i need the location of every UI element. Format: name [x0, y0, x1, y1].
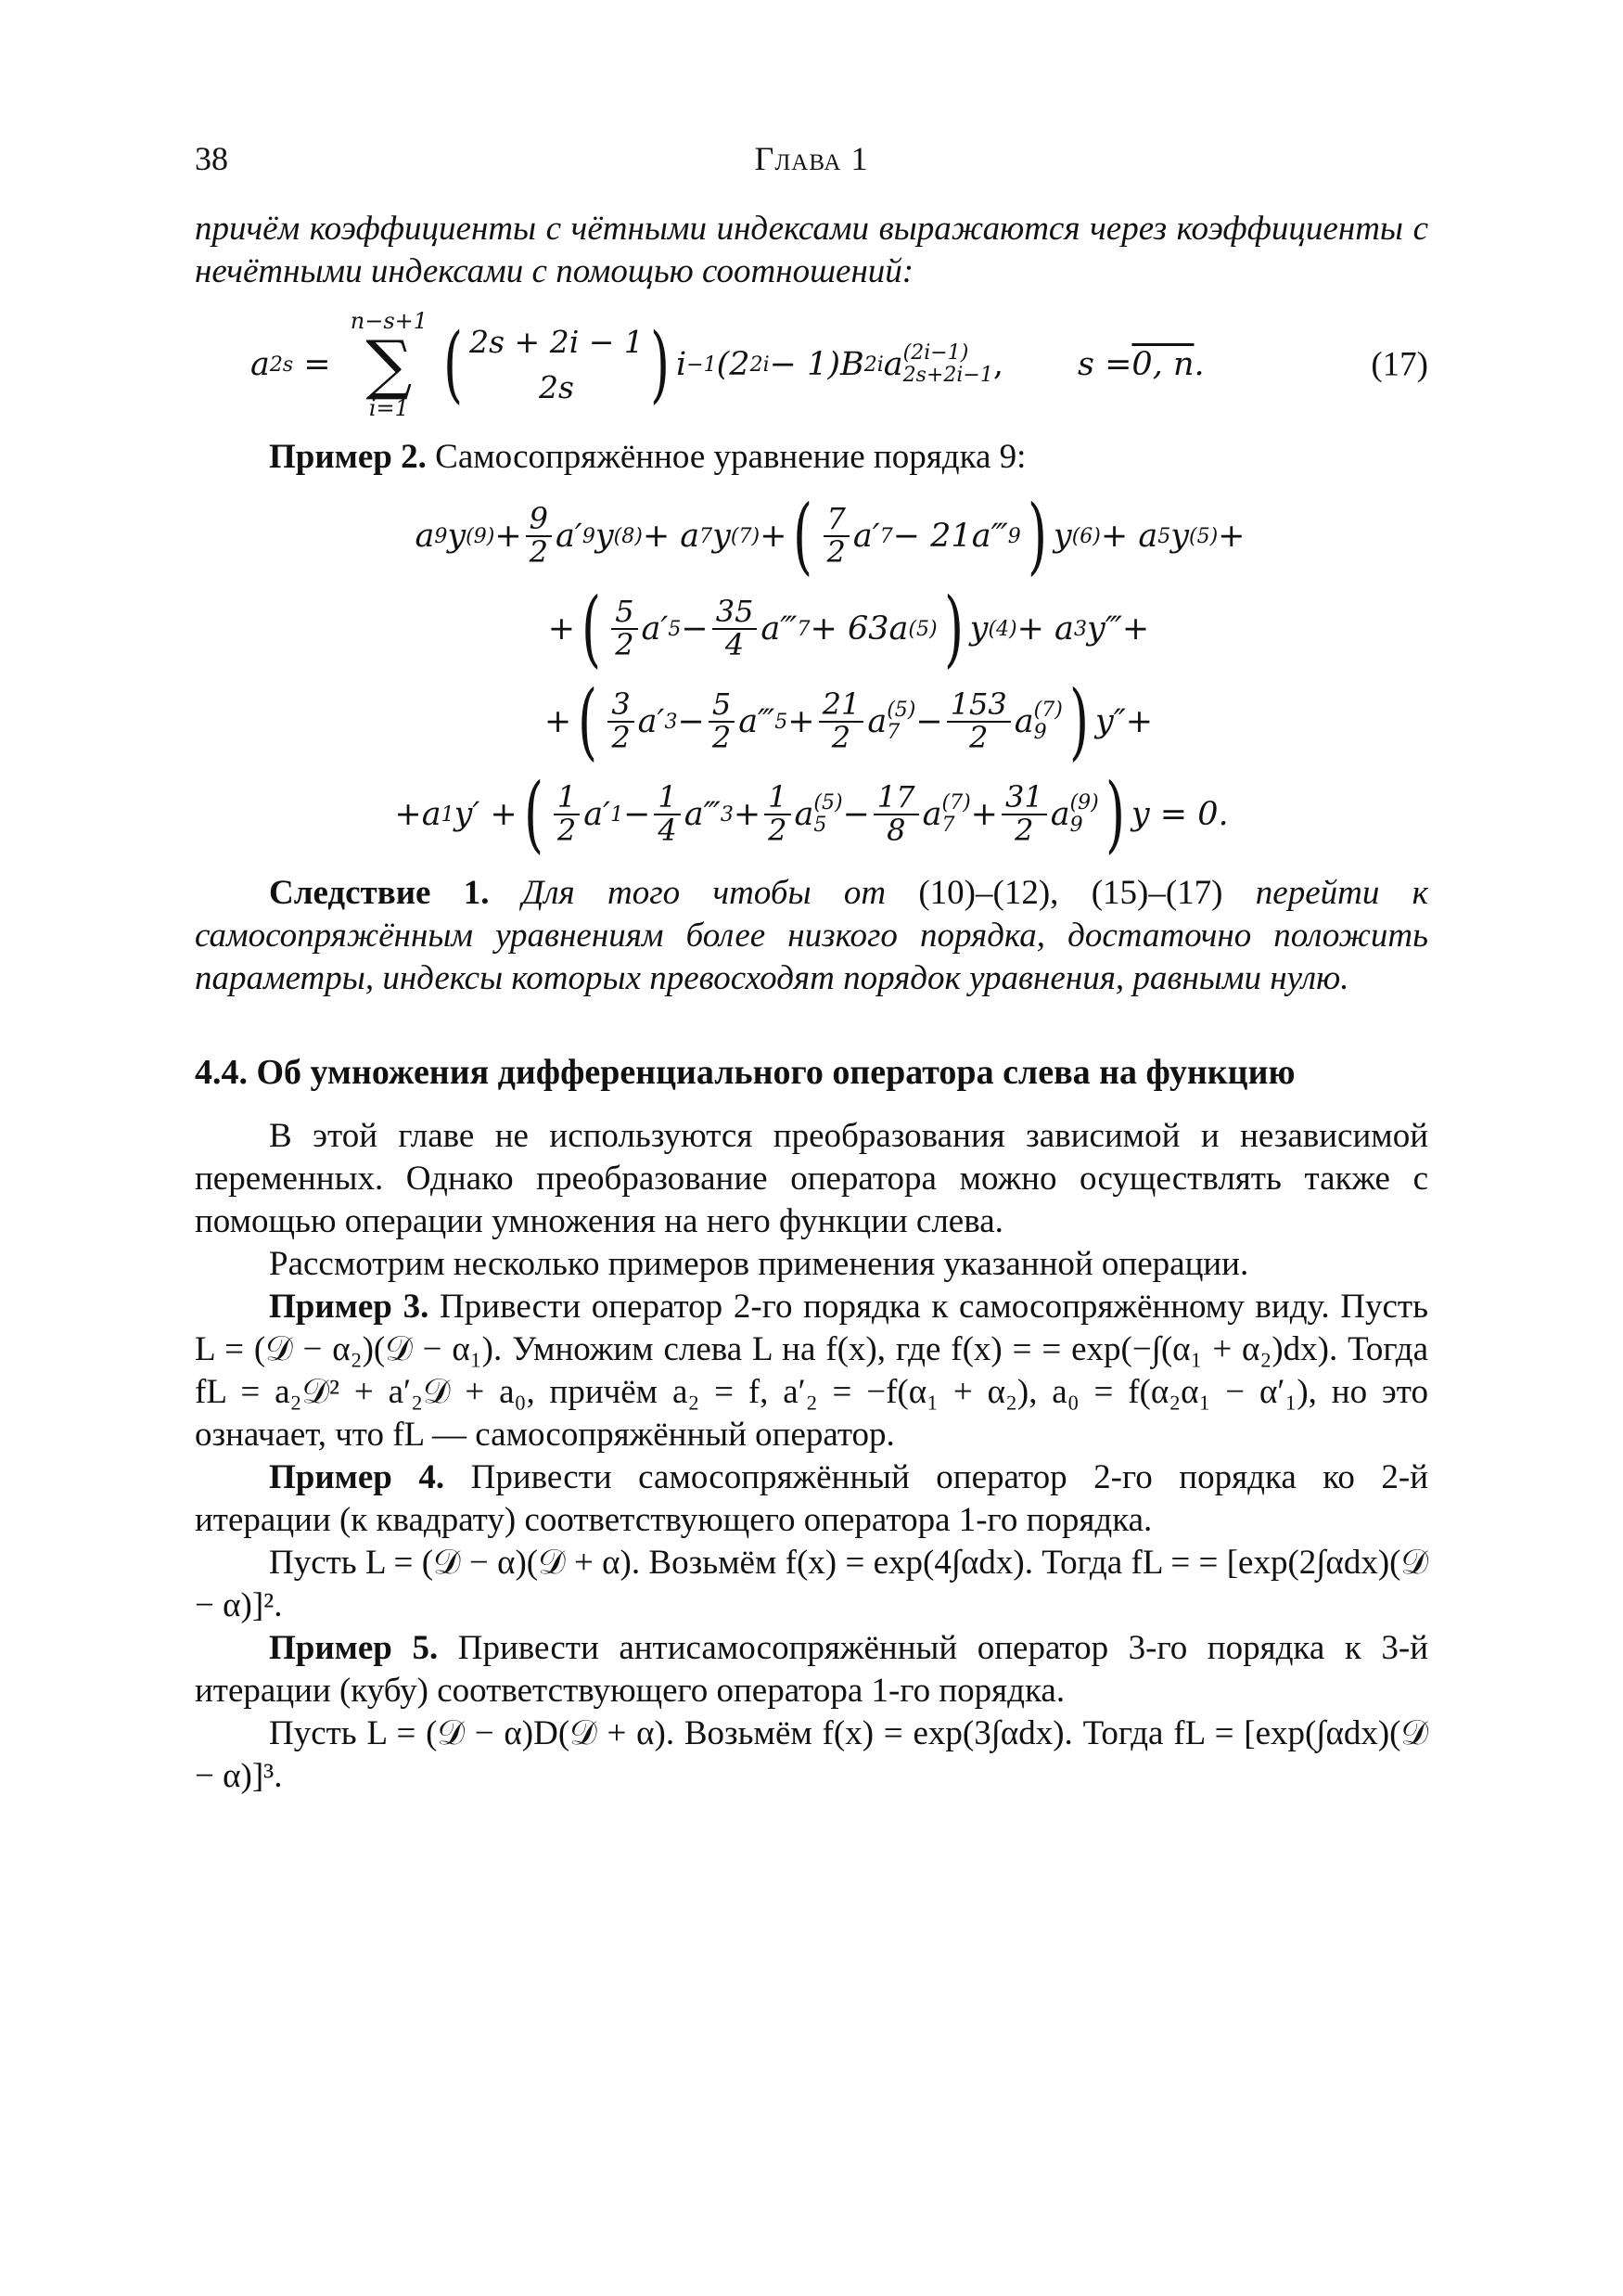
eq-sup: (7)	[1033, 698, 1063, 722]
eq-sub: 5	[1157, 524, 1171, 548]
eq-sub: 5	[774, 710, 788, 734]
fraction	[712, 596, 758, 661]
page-number: 38	[195, 140, 228, 177]
eq-op: −	[842, 796, 870, 833]
eq-op: −	[681, 610, 709, 648]
paragraph-1: В этой главе не используются преобразования зависимой и независимой переменных. Однако преобразование оператора можно осуществлять также с помощью операции умножения на него функции слева.	[195, 1117, 1428, 1240]
example-3	[195, 1286, 1428, 1456]
fraction	[654, 779, 680, 848]
eq-term: +a	[394, 796, 441, 833]
eq-term: a′	[637, 703, 665, 740]
eq17-cond: s =	[1078, 346, 1132, 383]
eq-term: a	[794, 796, 814, 833]
sum-upper: n−s+1	[350, 308, 428, 334]
binom-top: 2s + 2i − 1	[469, 323, 644, 360]
example4-text: Привести самосопряжённый оператор 2-го порядка ко 2-й итерации (к квадрату) соответствующего оператора 1-го порядка.	[195, 1458, 1428, 1539]
frac-den: 8	[887, 813, 906, 848]
corollary-text-b: перейти к самосопряжённым уравнениям более низкого порядка, достаточно положить параметры, индексы которых превосходят порядок уравнения, равными нулю.	[195, 874, 1428, 997]
fraction	[554, 779, 580, 848]
eq-term: + 63a	[810, 610, 909, 648]
frac-num: 17	[874, 782, 919, 815]
eq17-rest4-sup: (2i−1)	[902, 340, 969, 365]
eq-term: y′ +	[454, 796, 518, 833]
eq-term: y	[969, 610, 989, 648]
section-heading	[195, 1052, 1428, 1093]
corollary-1	[195, 872, 1428, 1000]
intro-text: причём коэффициенты с чётными индексами выражаются через коэффициенты с нечётными индексами с помощью соотношений:	[195, 210, 1428, 290]
equation-number-17: (17)	[1371, 345, 1428, 384]
eq-term: a	[1050, 796, 1070, 833]
eq-term: y = 0.	[1131, 796, 1229, 833]
eq-term: a	[922, 796, 942, 833]
frac-num: 5	[709, 689, 735, 723]
eq-term: a	[415, 518, 435, 555]
eq-term: y	[1053, 518, 1072, 555]
example5-label: Пример 5.	[269, 1629, 439, 1667]
eq-op: −	[915, 703, 943, 740]
eq17-rest-sup: −1	[686, 353, 717, 377]
eq17-rest3-sub: 2i	[863, 353, 884, 377]
frac-num: 1	[554, 782, 580, 815]
eq17-rest2: (2	[716, 346, 750, 383]
eq-term: y	[447, 518, 466, 555]
eq-sub: 1	[610, 802, 624, 827]
eq-term: + a	[642, 518, 700, 555]
fraction	[764, 779, 790, 848]
eq2-line3: + ( $\frac{3}{2}$ a′ 3 − $\frac{5}{2}$ a‴ 5 + $\frac{21}{2}$ a (5) 7 − $\frac{153}{2}$ a (7) 9 ) y″+	[543, 673, 1154, 770]
eq2-line4: +a 1 y′ + ( $\frac{1}{2}$ a′ 1 − $\frac{1}{4}$ a‴ 3 + $\frac{1}{2}$ a (5) 5 − $\frac{17}{8}$ a (7) 7 + $\frac{31}{2}$ a (9) 9 ) y = 0.	[394, 765, 1229, 863]
eq-sub: 9	[1007, 524, 1021, 548]
eq-term: y‴+	[1086, 610, 1150, 648]
eq-sup: (4)	[988, 617, 1017, 641]
corollary-refs: (10)–(12), (15)–(17)	[918, 874, 1223, 912]
frac-num: 153	[947, 689, 1011, 723]
eq-sup: (9)	[466, 524, 495, 548]
eq-sub: 7	[797, 617, 811, 641]
example4-label: Пример 4.	[269, 1458, 445, 1496]
eq-term: a′	[583, 796, 611, 833]
eq17-lhs: a	[250, 346, 270, 383]
eq-sup: (9)	[1069, 790, 1099, 815]
corollary-label: Следствие 1.	[269, 874, 490, 912]
eq-sub: 7	[887, 721, 901, 744]
fraction	[709, 686, 735, 755]
eq-sup: (5)	[813, 790, 843, 815]
eq17-rest2-sup: 2i	[749, 353, 770, 377]
frac-num: 9	[526, 504, 552, 537]
frac-den: 4	[724, 627, 745, 662]
eq17-cond-end: .	[1194, 346, 1205, 383]
frac-den: 2	[768, 813, 787, 848]
fraction	[611, 596, 637, 661]
eq-sup: (6)	[1071, 524, 1101, 548]
eq-op: +	[543, 703, 572, 740]
eq-op: +	[787, 703, 815, 740]
eq-term: y	[1170, 518, 1189, 555]
eq17-rest4: a	[883, 346, 903, 383]
eq-term: a‴	[738, 703, 775, 740]
corollary-text-a: Для того чтобы от	[489, 874, 919, 912]
eq-sub: 7	[879, 524, 893, 548]
eq-sup: (5)	[1188, 524, 1219, 548]
example2-label: Пример 2.	[269, 438, 427, 476]
eq-sub: 3	[1073, 617, 1087, 641]
eq-sub: 7	[699, 524, 713, 548]
equation-17: a 2s = n−s+1 ∑ i=1 ( 2s + 2i − 1 2s ) i −1 (2 2i − 1)B 2i a (2i−1) 2s+2i−1 , s = 0, n . (17)	[250, 308, 1428, 421]
eq-term: a′	[852, 518, 880, 555]
eq-sub: 9	[1033, 721, 1047, 744]
eq-op: +	[733, 796, 761, 833]
eq-sub: 1	[441, 802, 454, 827]
fraction	[874, 779, 919, 848]
paragraph-2: Рассмотрим несколько примеров применения указанной операции.	[269, 1245, 1249, 1283]
fraction	[819, 686, 864, 755]
frac-den: 2	[615, 627, 634, 662]
eq-sub: 9	[581, 524, 595, 548]
frac-den: 2	[1015, 813, 1034, 848]
section-title: Об умножения дифференциального оператора слева на функцию	[248, 1053, 1296, 1092]
eq-term: a‴	[760, 610, 798, 648]
frac-den: 2	[529, 534, 549, 570]
eq17-cond-range: 0, n	[1131, 346, 1195, 383]
example-4	[195, 1456, 1428, 1542]
frac-den: 2	[611, 720, 631, 755]
eq-sub: 5	[813, 814, 827, 837]
example3-label: Пример 3.	[269, 1288, 429, 1326]
page	[195, 139, 1428, 1798]
chapter-title: Глава 1	[754, 140, 869, 177]
frac-den: 2	[831, 720, 851, 755]
example5-body: Пусть L = (𝒟 − α)D(𝒟 + α). Возьмём f(x) = exp(3∫αdx). Тогда fL = [exp(∫αdx)(𝒟 − α)]³.	[195, 1714, 1428, 1795]
eq-sub: 9	[1069, 814, 1083, 837]
frac-num: 35	[712, 596, 758, 630]
frac-num: 7	[824, 504, 850, 537]
eq-sub: 3	[720, 802, 734, 827]
eq-term: a‴	[684, 796, 721, 833]
eq-op: +	[547, 610, 576, 648]
eq-op: −	[623, 796, 651, 833]
eq17-rest4-sub: 2s+2i−1	[902, 364, 993, 387]
eq-sup: (7)	[730, 524, 760, 548]
eq-term: y″+	[1094, 703, 1154, 740]
frac-den: 2	[969, 720, 989, 755]
example4-body: Пусть L = (𝒟 − α)(𝒟 + α). Возьмём f(x) = exp(4∫αdx). Тогда fL = = [exp(2∫αdx)(𝒟 − α)]².	[195, 1544, 1428, 1624]
eq-term: a	[867, 703, 888, 740]
sum-symbol: n−s+1 ∑ i=1	[350, 308, 428, 421]
frac-num: 3	[607, 689, 633, 723]
frac-num: 5	[611, 596, 637, 630]
eq-sup: (5)	[908, 617, 938, 641]
eq-op: +	[760, 518, 787, 555]
frac-num: 31	[1002, 782, 1047, 815]
frac-den: 2	[556, 813, 577, 848]
eq-term: − 21a‴	[892, 518, 1008, 555]
frac-den: 2	[711, 720, 732, 755]
eq-op: −	[677, 703, 705, 740]
eq-sub: 9	[434, 524, 448, 548]
example2-equation	[195, 487, 1428, 863]
eq-sub: 3	[664, 710, 678, 734]
eq-term: y	[712, 518, 731, 555]
eq-sub: 5	[668, 617, 682, 641]
frac-num: 1	[654, 782, 680, 815]
example3-text: Привести оператор 2-го порядка к самосопряжённому виду. Пусть L = (𝒟 − α₂)(𝒟 − α₁). Умножим слева L на f(x), где f(x) = = exp(−∫(α₁ + α₂)dx). Тогда fL = a₂𝒟² + a′₂𝒟 + a₀, причём a₂ = f, a′₂ = −f(α₁ + α₂), a₀ = f(α₂α₁ − α′₁), но это означает, что fL — самосопряжённый оператор.	[195, 1288, 1428, 1454]
eq-term: a′	[556, 518, 582, 555]
eq2-line1: a 9 y (9) + $\frac{9}{2}$ a′ 9 y (8) + a 7 y (7) + ( $\frac{7}{2}$ a′ 7 − 21a‴ 9 ) y (6) + a 5 y (5) +	[415, 487, 1246, 584]
example2-text: Самосопряжённое уравнение порядка 9:	[426, 438, 1027, 476]
eq-term: + a	[1016, 610, 1074, 648]
eq-sub: 7	[941, 814, 955, 837]
eq-op: +	[970, 796, 998, 833]
eq17-lhs-sub: 2s	[269, 353, 294, 377]
example5-text: Привести антисамосопряжённый оператор 3-го порядка к 3-й итерации (кубу) соответствующего оператора 1-го порядка.	[195, 1629, 1428, 1710]
fraction	[947, 686, 1011, 755]
eq17-rest: i	[676, 346, 687, 383]
example-5	[195, 1627, 1428, 1712]
eq17-rest3: − 1)B	[769, 346, 864, 383]
fraction	[526, 501, 552, 570]
fraction	[607, 686, 633, 755]
eq-term: + a	[1100, 518, 1158, 555]
sum-lower: i=1	[368, 395, 409, 421]
frac-den: 2	[826, 534, 846, 570]
eq2-line2: + ( $\frac{5}{2}$ a′ 5 − $\frac{35}{4}$ a‴ 7 + 63a (5) ) y (4) + a 3 y‴+	[547, 580, 1150, 677]
eq-term: y	[594, 518, 614, 555]
eq-sup: (8)	[613, 524, 643, 548]
eq-op: +	[1218, 518, 1246, 555]
eq-term: a	[1014, 703, 1034, 740]
binomial	[469, 319, 644, 411]
eq-sup: (7)	[941, 790, 971, 815]
section-number: 4.4.	[195, 1053, 248, 1092]
running-head	[195, 139, 1428, 195]
frac-num: 21	[819, 689, 864, 723]
eq-op: +	[494, 518, 522, 555]
fraction	[1002, 779, 1047, 848]
frac-num: 1	[764, 782, 790, 815]
frac-den: 4	[658, 813, 677, 848]
fraction	[824, 501, 850, 570]
binom-bottom: 2s	[539, 369, 574, 405]
eq-term: a′	[641, 610, 669, 648]
eq-sup: (5)	[887, 698, 916, 722]
